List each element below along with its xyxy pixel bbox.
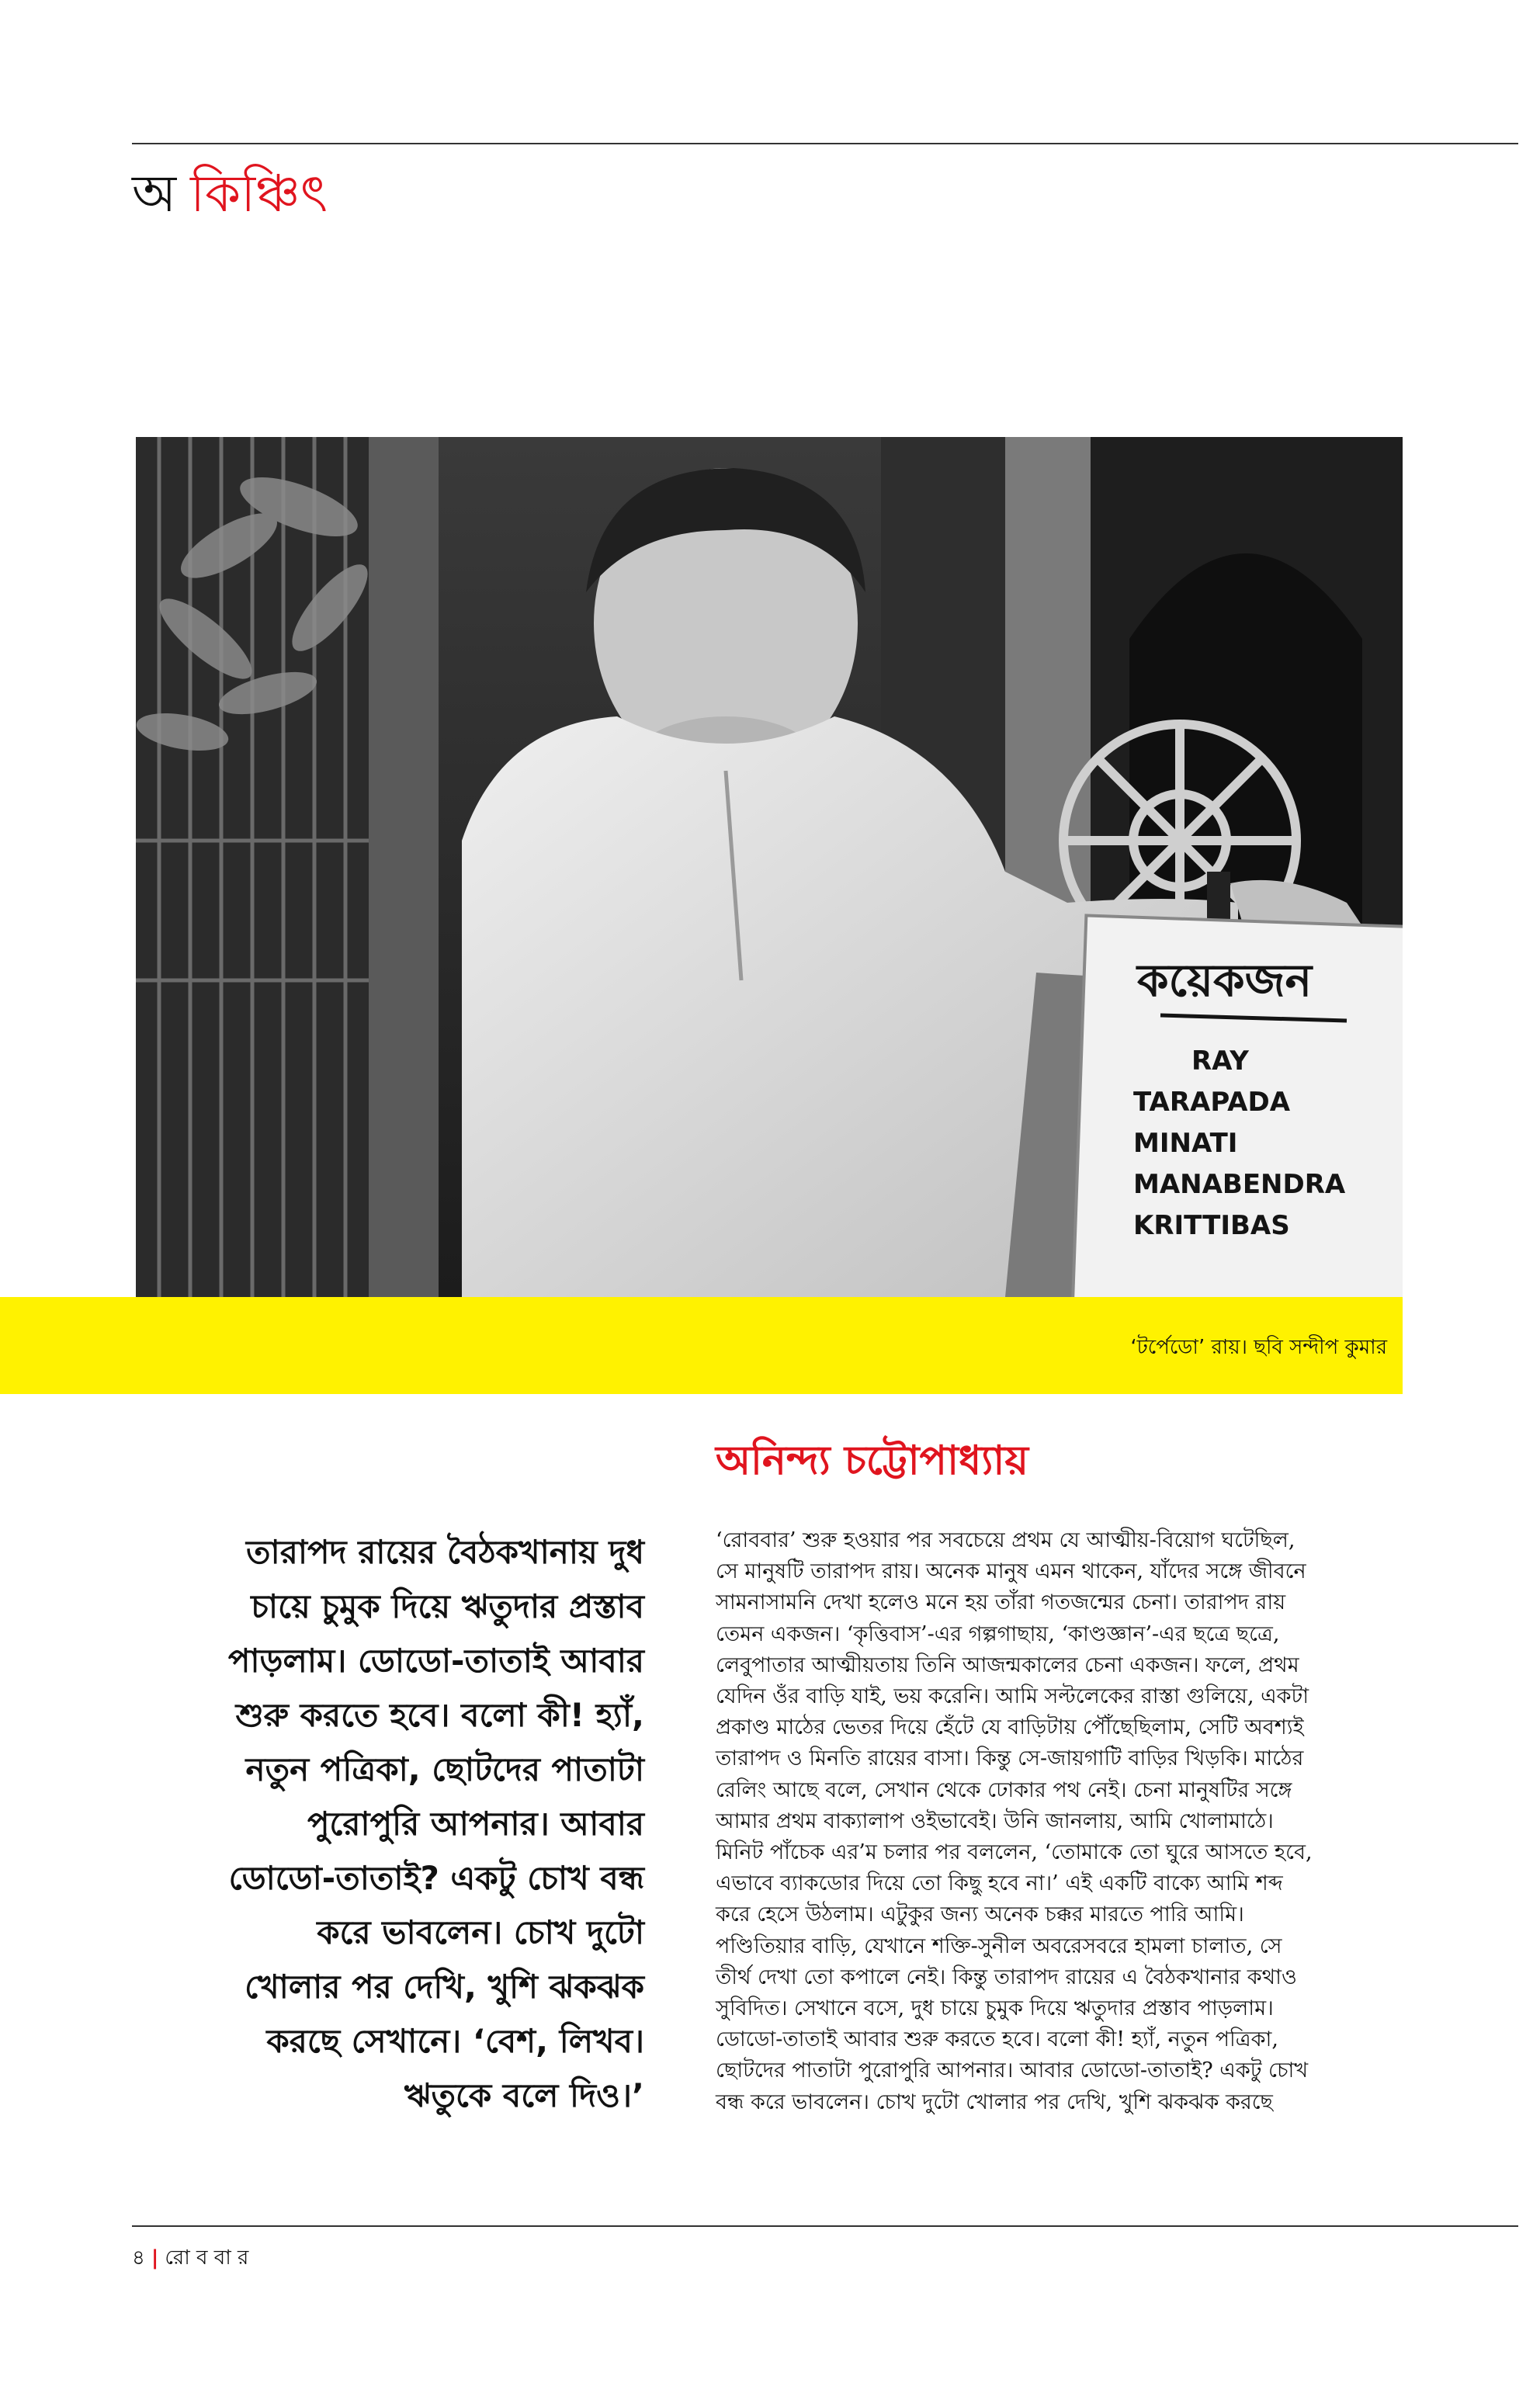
body-line: ছোটদের পাতাটা পুরোপুরি আপনার। আবার ডোডো-তাতাই? একটু চোখ [716, 2058, 1309, 2083]
article-body [716, 1525, 1414, 2118]
body-line: রেলিং আছে বলে, সেখান থেকে ঢোকার পথ নেই। চেনা মানুষটির সঙ্গে [716, 1777, 1292, 1802]
sign-line: MANABENDRA [1133, 1169, 1346, 1200]
sign-title: কয়েকজন [1137, 954, 1313, 1007]
pullquote-line: করে ভাবলেন। চোখ দুটো [317, 1913, 644, 1951]
top-rule [132, 143, 1518, 144]
portrait-photo [136, 437, 1403, 1297]
body-line: ডোডো-তাতাই আবার শুরু করতে হবে। বলো কী! হ্যাঁ, নতুন পত্রিকা, [716, 2027, 1278, 2052]
section-name: কিঞ্চিৎ [190, 164, 328, 224]
pullquote-line: নতুন পত্রিকা, ছোটদের পাতাটা [245, 1750, 644, 1788]
photo-caption: ‘টর্পেডো’ রায়। ছবি সন্দীপ কুমার [1130, 1336, 1387, 1359]
bottom-rule [132, 2225, 1518, 2227]
section-title [132, 159, 328, 229]
folio [132, 2242, 248, 2276]
pullquote-line: চায়ে চুমুক দিয়ে ঋতুদার প্রস্তাব [251, 1587, 644, 1625]
body-line: বন্ধ করে ভাবলেন। চোখ দুটো খোলার পর দেখি, খুশি ঝকঝক করছে [716, 2090, 1273, 2114]
sign-line: KRITTIBAS [1133, 1210, 1290, 1241]
author-name: অনিন্দ্য চট্টোপাধ্যায় [716, 1438, 1028, 1484]
body-line: সুবিদিত। সেখানে বসে, দুধ চায়ে চুমুক দিয়ে ঋতুদার প্রস্তাব পাড়লাম। [716, 1996, 1274, 2021]
body-line: ‘রোববার’ শুরু হওয়ার পর সবচেয়ে প্রথম যে আত্মীয়-বিয়োগ ঘটেছিল, [716, 1528, 1295, 1552]
pullquote-line: পুরোপুরি আপনার। আবার [307, 1805, 644, 1843]
photo-illustration [136, 437, 1403, 1297]
body-line: যেদিন ওঁর বাড়ি যাই, ভয় করেনি। আমি সল্টলেকের রাস্তা গুলিয়ে, একটা [716, 1684, 1309, 1709]
pull-quote [155, 1525, 644, 2123]
body-line: তারাপদ ও মিনতি রায়ের বাসা। কিন্তু সে-জায়গাটি বাড়ির খিড়কি। মাঠের [716, 1746, 1304, 1771]
body-line: সে মানুষটি তারাপদ রায়। অনেক মানুষ এমন থাকেন, যাঁদের সঙ্গে জীবনে [716, 1559, 1306, 1584]
pullquote-line: তারাপদ রায়ের বৈঠকখানায় দুধ [246, 1533, 644, 1571]
sign-line: TARAPADA [1133, 1087, 1291, 1118]
pullquote-line: ডোডো-তাতাই? একটু চোখ বন্ধ [228, 1859, 644, 1897]
body-line: পণ্ডিতিয়ার বাড়ি, যেখানে শক্তি-সুনীল অবরেসবরে হামলা চালাত, সে [716, 1933, 1282, 1958]
body-line: করে হেসে উঠলাম। এটুকুর জন্য অনেক চক্কর মারতে পারি আমি। [716, 1902, 1244, 1927]
sign-line: MINATI [1133, 1128, 1238, 1159]
pullquote-line: পাড়লাম। ডোডো-তাতাই আবার [227, 1642, 644, 1680]
body-line: সামনাসামনি দেখা হলেও মনে হয় তাঁরা গতজন্মের চেনা। তারাপদ রায় [716, 1590, 1286, 1615]
pullquote-line: শুরু করতে হবে। বলো কী! হ্যাঁ, [235, 1696, 644, 1734]
pullquote-line: করছে সেখানে। ‘বেশ, লিখব। [266, 2022, 644, 2060]
sign-line: RAY [1191, 1046, 1249, 1077]
body-line: প্রকাণ্ড মাঠের ভেতর দিয়ে হেঁটে যে বাড়িটায় পৌঁছেছিলাম, সেটি অবশ্যই [716, 1715, 1304, 1740]
folio-separator: | [151, 2246, 159, 2270]
pullquote-line: খোলার পর দেখি, খুশি ঝকঝক [245, 1968, 644, 2006]
body-line: লেবুপাতার আত্মীয়তায় তিনি আজন্মকালের চেনা একজন। ফলে, প্রথম [716, 1653, 1299, 1677]
body-line: মিনিট পাঁচেক এর’ম চলার পর বললেন, ‘তোমাকে তো ঘুরে আসতে হবে, [716, 1840, 1313, 1865]
body-line: তেমন একজন। ‘কৃত্তিবাস’-এর গল্পগাছায়, ‘কাণ্ডজ্ঞান’-এর ছত্রে ছত্রে, [716, 1621, 1280, 1646]
pullquote-line: ঋতুকে বলে দিও।’ [404, 2076, 644, 2114]
magazine-name: রো ব বা র [165, 2246, 249, 2270]
body-line: আমার প্রথম বাক্যালাপ ওইভাবেই। উনি জানলায়, আমি খোলামাঠে। [716, 1809, 1274, 1833]
body-line: তীর্থ দেখা তো কপালে নেই। কিন্তু তারাপদ রায়ের এ বৈঠকখানার কথাও [716, 1965, 1297, 1989]
caption-band [0, 1297, 1403, 1394]
body-line: এভাবে ব্যাকডোর দিয়ে তো কিছু হবে না।’ এই একটি বাক্যে আমি শব্দ [716, 1871, 1283, 1896]
page-number: ৪ [132, 2246, 145, 2270]
section-prefix: অ [132, 164, 177, 224]
